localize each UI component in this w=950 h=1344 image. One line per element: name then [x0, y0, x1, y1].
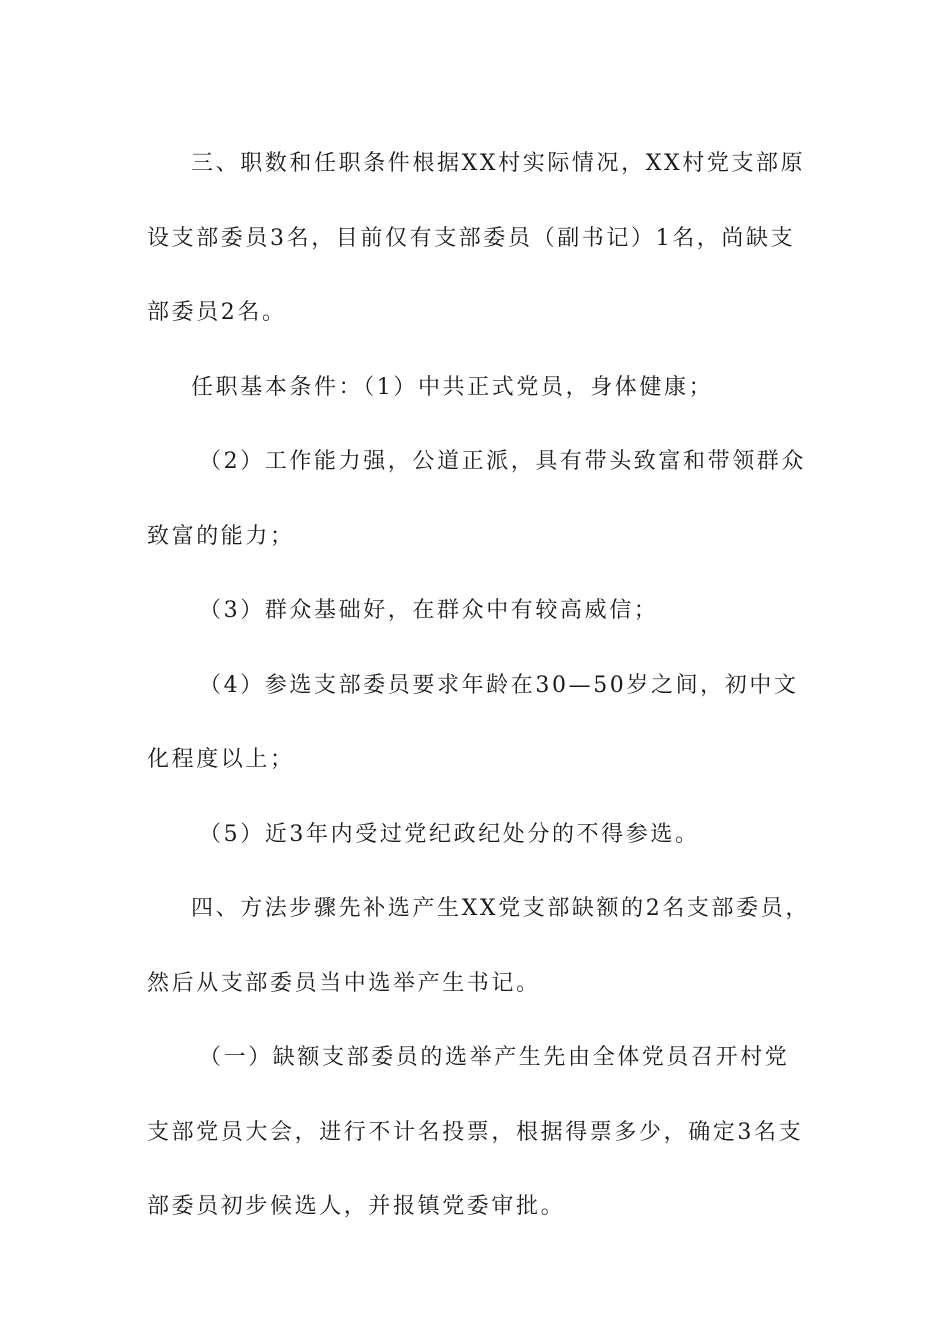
paragraph-vacancy-election: （一）缺额支部委员的选举产生先由全体党员召开村党支部党员大会，进行不计名投票，根据得票多少，确定3名支部委员初步候选人，并报镇党委审批。	[147, 1045, 804, 1219]
paragraph-condition-5: （5）近3年内受过党纪政纪处分的不得参选。	[199, 821, 700, 847]
paragraph-condition-4: （4）参选支部委员要求年龄在30—50岁之间，初中文化程度以上；	[147, 672, 799, 772]
paragraph-positions-and-qualifications: 三、职数和任职条件根据XX村实际情况，XX村党支部原设支部委员3名，目前仅有支部委员（副书记）1名，尚缺支部委员2名。	[147, 151, 806, 325]
paragraph-condition-2: （2）工作能力强，公道正派，具有带头致富和带领群众致富的能力；	[147, 449, 806, 549]
paragraph-condition-3: （3）群众基础好，在群众中有较高威信；	[199, 598, 659, 623]
paragraph-method-steps: 四、方法步骤先补选产生XX党支部缺额的2名支部委员，然后从支部委员当中选举产生书记。	[147, 896, 810, 996]
document-body	[147, 127, 812, 1245]
paragraph-basic-conditions: 任职基本条件：（1）中共正式党员，身体健康；	[191, 374, 714, 400]
